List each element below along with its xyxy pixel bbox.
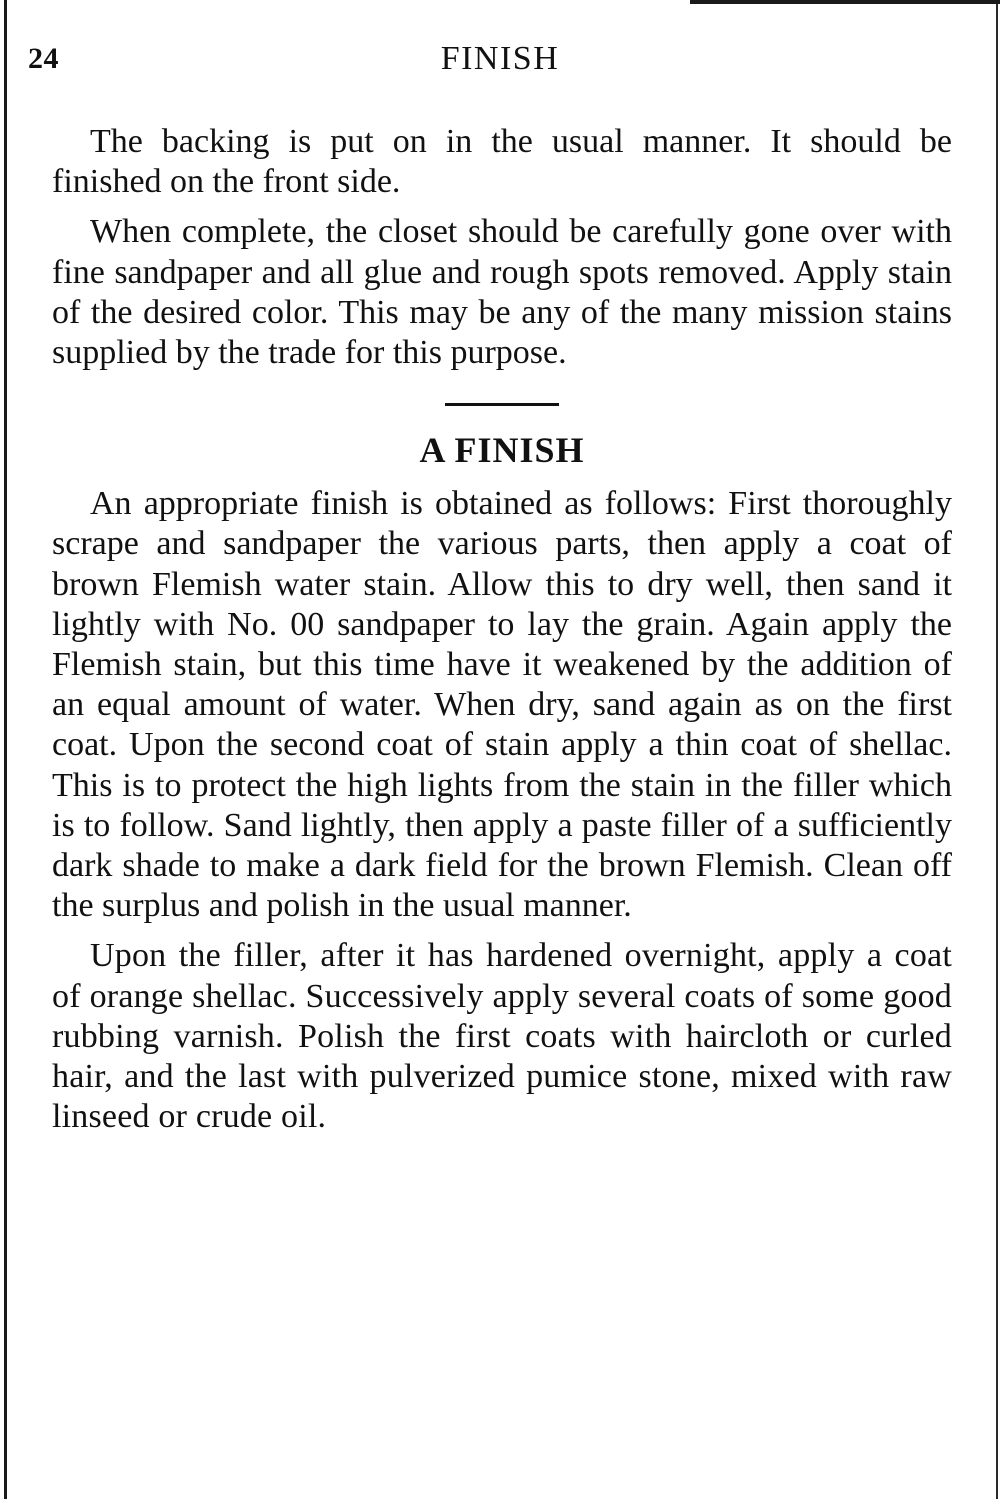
- paragraph-stain: When complete, the closet should be carefully gone over with fine sandpaper and all glue and rough spots removed. Apply stain of the desired color. This may be any of the many mission stains supplied by the trade for this purpose.: [52, 213, 952, 372]
- page-left-edge-rule: [4, 0, 7, 1499]
- page-number: 24: [28, 42, 59, 75]
- section-divider: [445, 403, 559, 406]
- running-head-title: FINISH: [440, 40, 560, 77]
- section-heading: A FINISH: [419, 430, 585, 471]
- paragraph-varnish-polish: Upon the filler, after it has hardened overnight, apply a coat of orange shellac. Successively apply several coats of some good rubbing varnish. Polish the first coats with haircloth or curled hair, and the last with pulverized pumice stone, mixed with raw linseed or crude oil.: [52, 937, 952, 1136]
- paragraph-finish-process: An appropriate finish is obtained as follows: First thoroughly scrape and sandpaper the various parts, then apply a coat of brown Flemish water stain. Allow this to dry well, then sand it lightly with No. 00 sandpaper to lay the grain. Again apply the Flemish stain, but this time have it weakened by the addition of an equal amount of water. When dry, sand again as on the first coat. Upon the second coat of stain apply a thin coat of shellac. This is to protect the high lights from the stain in the filler which is to follow. Sand lightly, then apply a paste filler of a sufficiently dark shade to make a dark field for the brown Flemish. Clean off the surplus and polish in the usual manner.: [52, 485, 952, 925]
- page-right-edge-rule: [996, 0, 998, 1499]
- page-body: [52, 122, 952, 1147]
- paragraph-backing: The backing is put on in the usual manner. It should be finished on the front side.: [52, 123, 952, 201]
- page-top-edge-rule: [690, 0, 1000, 4]
